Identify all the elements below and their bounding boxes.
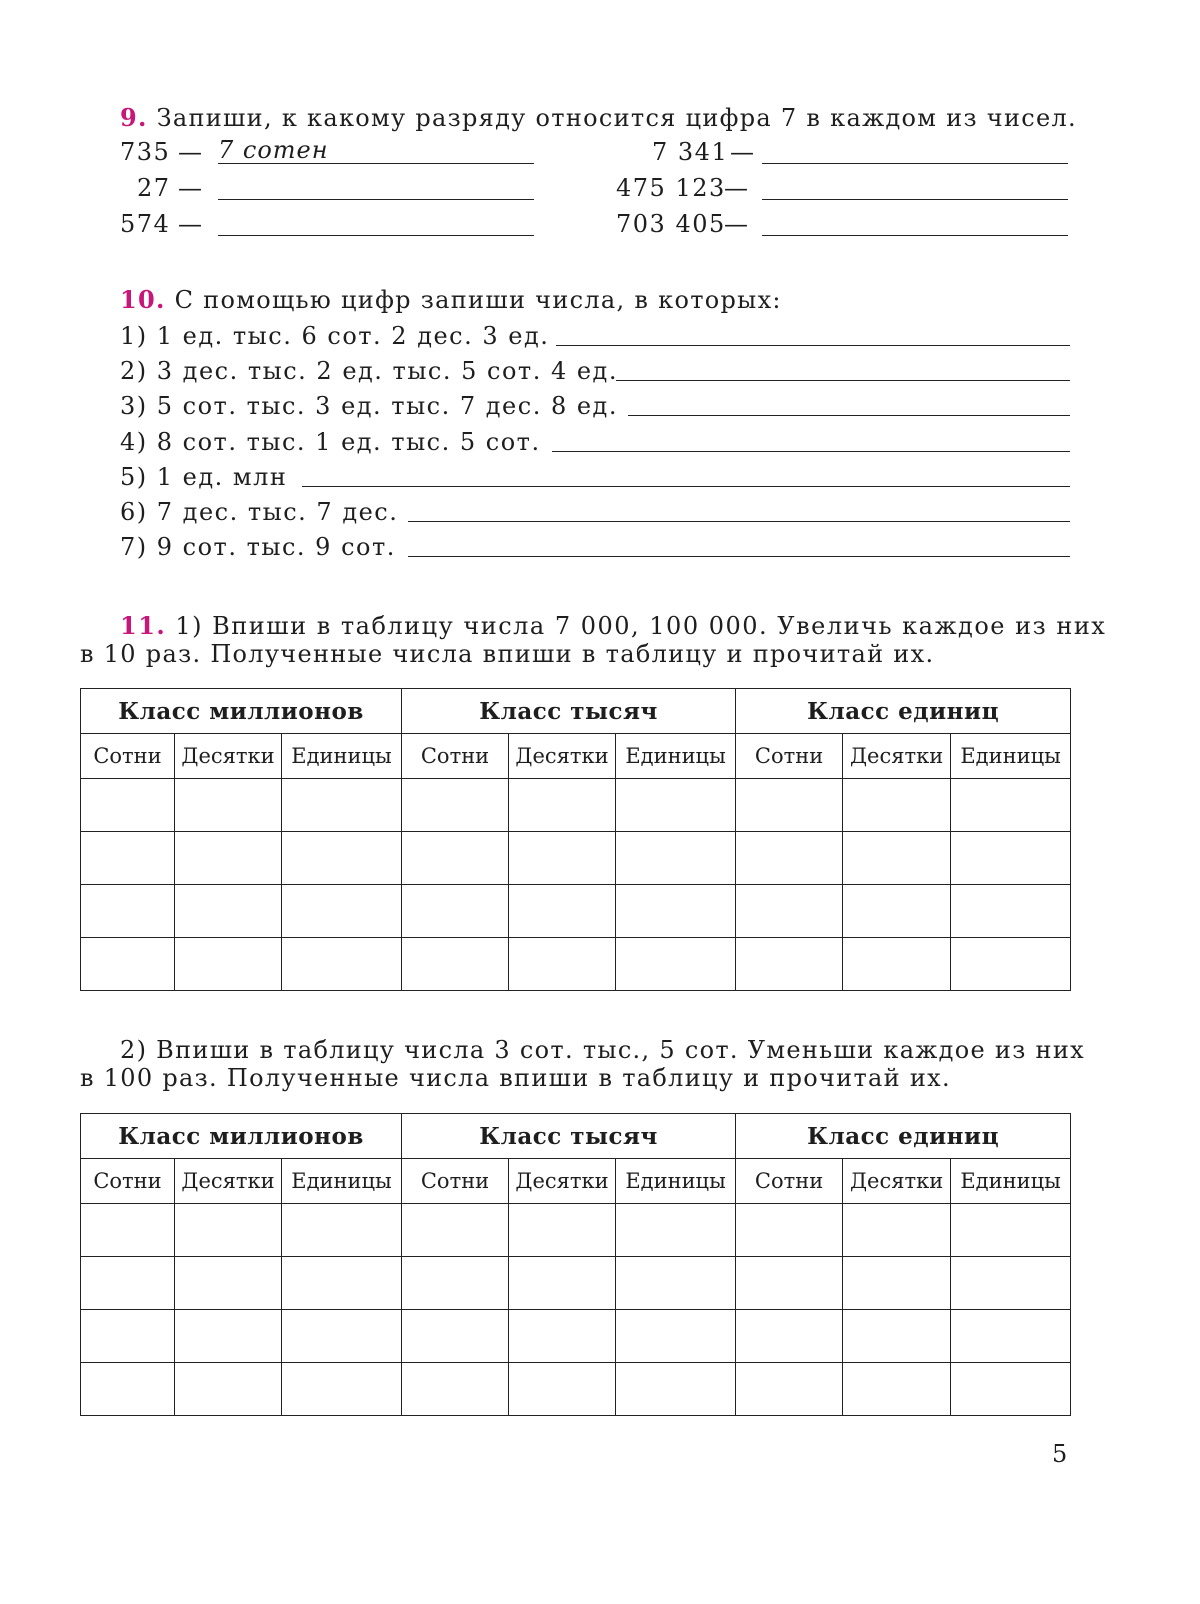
task9-left-dash-1: — [178,138,204,166]
task10-answer-line-6[interactable] [408,521,1070,522]
table-cell[interactable] [81,832,175,885]
table-cell[interactable] [951,885,1071,938]
task10-text: С помощью цифр запиши числа, в которых: [174,286,782,314]
task11-part2-line2: в 100 раз. Полученные числа впиши в таблицу и прочитай их. [80,1064,951,1092]
table-cell[interactable] [951,779,1071,832]
table-cell[interactable] [843,938,951,991]
table-row [81,1257,1071,1310]
task9-right-num-3: 703 405 [616,210,726,238]
table-cell[interactable] [282,832,402,885]
table-cell[interactable] [509,1363,616,1416]
task9-answer-line-4[interactable] [762,163,1068,164]
table-cell[interactable] [736,938,843,991]
subhead-units: Единицы [616,734,736,779]
table-cell[interactable] [175,1363,282,1416]
subhead-hundreds: Сотни [81,734,175,779]
table-cell[interactable] [616,779,736,832]
table-cell[interactable] [81,1204,175,1257]
class-thousands-header: Класс тысяч [402,689,736,734]
subhead-units: Единицы [951,1159,1071,1204]
table-row [81,1310,1071,1363]
subhead-hundreds: Сотни [402,734,509,779]
task10-item-3: 3) 5 сот. тыс. 3 ед. тыс. 7 дес. 8 ед. [120,392,618,420]
table-cell[interactable] [81,1363,175,1416]
task9-right-num-1: 7 341 [652,138,729,166]
subhead-hundreds: Сотни [402,1159,509,1204]
task10-item-1: 1) 1 ед. тыс. 6 сот. 2 дес. 3 ед. [120,322,550,350]
task9-answer-line-6[interactable] [762,235,1068,236]
table-cell[interactable] [175,885,282,938]
task11-part1-line1 [120,612,1106,640]
task10-item-6: 6) 7 дес. тыс. 7 дес. [120,498,399,526]
task10-answer-line-1[interactable] [556,345,1070,346]
table-cell[interactable] [402,779,509,832]
table-cell[interactable] [951,1363,1071,1416]
class-thousands-header: Класс тысяч [402,1114,736,1159]
subhead-units: Единицы [282,1159,402,1204]
task10-item-4: 4) 8 сот. тыс. 1 ед. тыс. 5 сот. [120,428,541,456]
table-cell[interactable] [736,1257,843,1310]
task10-item-7: 7) 9 сот. тыс. 9 сот. [120,533,396,561]
table-row [81,1363,1071,1416]
table-row [81,779,1071,832]
table-cell[interactable] [616,938,736,991]
subhead-tens: Десятки [843,734,951,779]
table-cell[interactable] [509,832,616,885]
table-cell[interactable] [736,832,843,885]
table-cell[interactable] [282,1257,402,1310]
task9-right-num-2: 475 123 [616,174,726,202]
subhead-units: Единицы [616,1159,736,1204]
table-cell[interactable] [843,885,951,938]
task9-answer-line-1[interactable] [218,163,534,164]
page-number: 5 [1052,1440,1068,1468]
table-cell[interactable] [402,938,509,991]
table-row [81,938,1071,991]
task9-answer-line-2[interactable] [218,199,534,200]
table-cell[interactable] [616,1204,736,1257]
task9-left-num-1: 735 [120,138,171,166]
task9-heading [120,104,1077,132]
task10-item-2: 2) 3 дес. тыс. 2 ед. тыс. 5 сот. 4 ед. [120,357,618,385]
task10-answer-line-2[interactable] [616,380,1070,381]
table-cell[interactable] [81,779,175,832]
table-cell[interactable] [282,1363,402,1416]
table-cell[interactable] [509,885,616,938]
class-millions-header: Класс миллионов [81,1114,402,1159]
subhead-tens: Десятки [509,734,616,779]
table-cell[interactable] [616,832,736,885]
table-cell[interactable] [175,1204,282,1257]
table-cell[interactable] [736,885,843,938]
table-cell[interactable] [402,832,509,885]
table-cell[interactable] [81,1257,175,1310]
table-cell[interactable] [616,885,736,938]
table-cell[interactable] [843,1204,951,1257]
place-value-table-2 [80,1113,1071,1416]
task9-answer-line-3[interactable] [218,235,534,236]
subhead-units: Единицы [951,734,1071,779]
table-cell[interactable] [282,1204,402,1257]
class-units-header: Класс единиц [736,689,1071,734]
task9-sample-answer: 7 сотен [218,136,329,164]
table-cell[interactable] [509,779,616,832]
subhead-tens: Десятки [175,1159,282,1204]
task10-answer-line-7[interactable] [408,556,1070,557]
table-cell[interactable] [282,885,402,938]
subhead-tens: Десятки [509,1159,616,1204]
table-cell[interactable] [402,1204,509,1257]
table-cell[interactable] [402,1363,509,1416]
table-cell[interactable] [736,1310,843,1363]
task9-right-dash-1: — [730,138,756,166]
table-cell[interactable] [509,1310,616,1363]
table-cell[interactable] [402,1257,509,1310]
table-row [81,1204,1071,1257]
table-cell[interactable] [509,1204,616,1257]
task9-text: Запиши, к какому разряду относится цифра 7 в каждом из чисел. [156,104,1077,132]
table-cell[interactable] [509,938,616,991]
table-cell[interactable] [509,1257,616,1310]
task9-right-dash-3: — [724,210,750,238]
task9-left-num-2: 27 [137,174,171,202]
table-cell[interactable] [282,1310,402,1363]
table-cell[interactable] [282,779,402,832]
table-cell[interactable] [81,1310,175,1363]
table-cell[interactable] [175,779,282,832]
table-cell[interactable] [951,1310,1071,1363]
task10-answer-line-5[interactable] [302,486,1070,487]
table-cell[interactable] [843,1363,951,1416]
subhead-hundreds: Сотни [736,1159,843,1204]
task9-left-num-3: 574 [120,210,171,238]
task11-part1-text: 1) Впиши в таблицу числа 7 000, 100 000. Увеличь каждое из них [175,612,1107,640]
table-cell[interactable] [616,1257,736,1310]
table-cell[interactable] [402,1310,509,1363]
subhead-units: Единицы [282,734,402,779]
table-cell[interactable] [175,1257,282,1310]
table-row [81,885,1071,938]
table-cell[interactable] [951,938,1071,991]
task11-part1-line2: в 10 раз. Полученные числа впиши в таблицу и прочитай их. [80,640,935,668]
task11-number: 11. [120,611,167,640]
table-cell[interactable] [843,1257,951,1310]
table-cell[interactable] [843,779,951,832]
class-units-header: Класс единиц [736,1114,1071,1159]
task11-part2-line1: 2) Впиши в таблицу числа 3 сот. тыс., 5 сот. Уменьши каждое из них [120,1036,1085,1064]
table-cell[interactable] [736,779,843,832]
table-cell[interactable] [616,1310,736,1363]
place-value-table-1 [80,688,1071,991]
subhead-hundreds: Сотни [736,734,843,779]
table-cell[interactable] [736,1363,843,1416]
subhead-tens: Десятки [843,1159,951,1204]
task9-right-dash-2: — [724,174,750,202]
task10-item-5: 5) 1 ед. млн [120,463,288,491]
table-cell[interactable] [951,1257,1071,1310]
table-cell[interactable] [843,1310,951,1363]
task10-answer-line-3[interactable] [628,415,1070,416]
table-cell[interactable] [402,885,509,938]
table-cell[interactable] [81,885,175,938]
class-millions-header: Класс миллионов [81,689,402,734]
table-cell[interactable] [843,832,951,885]
table-cell[interactable] [736,1204,843,1257]
task9-left-dash-2: — [178,174,204,202]
task9-answer-line-5[interactable] [762,199,1068,200]
table-cell[interactable] [282,938,402,991]
table-cell[interactable] [175,1310,282,1363]
task9-left-dash-3: — [178,210,204,238]
subhead-tens: Десятки [175,734,282,779]
table-cell[interactable] [616,1363,736,1416]
table-cell[interactable] [81,938,175,991]
task9-number: 9. [120,103,148,132]
table-cell[interactable] [175,832,282,885]
table-cell[interactable] [951,832,1071,885]
subhead-hundreds: Сотни [81,1159,175,1204]
table-cell[interactable] [951,1204,1071,1257]
task10-number: 10. [120,285,166,314]
table-cell[interactable] [175,938,282,991]
table-row [81,832,1071,885]
task10-heading [120,286,782,314]
task10-answer-line-4[interactable] [552,451,1070,452]
